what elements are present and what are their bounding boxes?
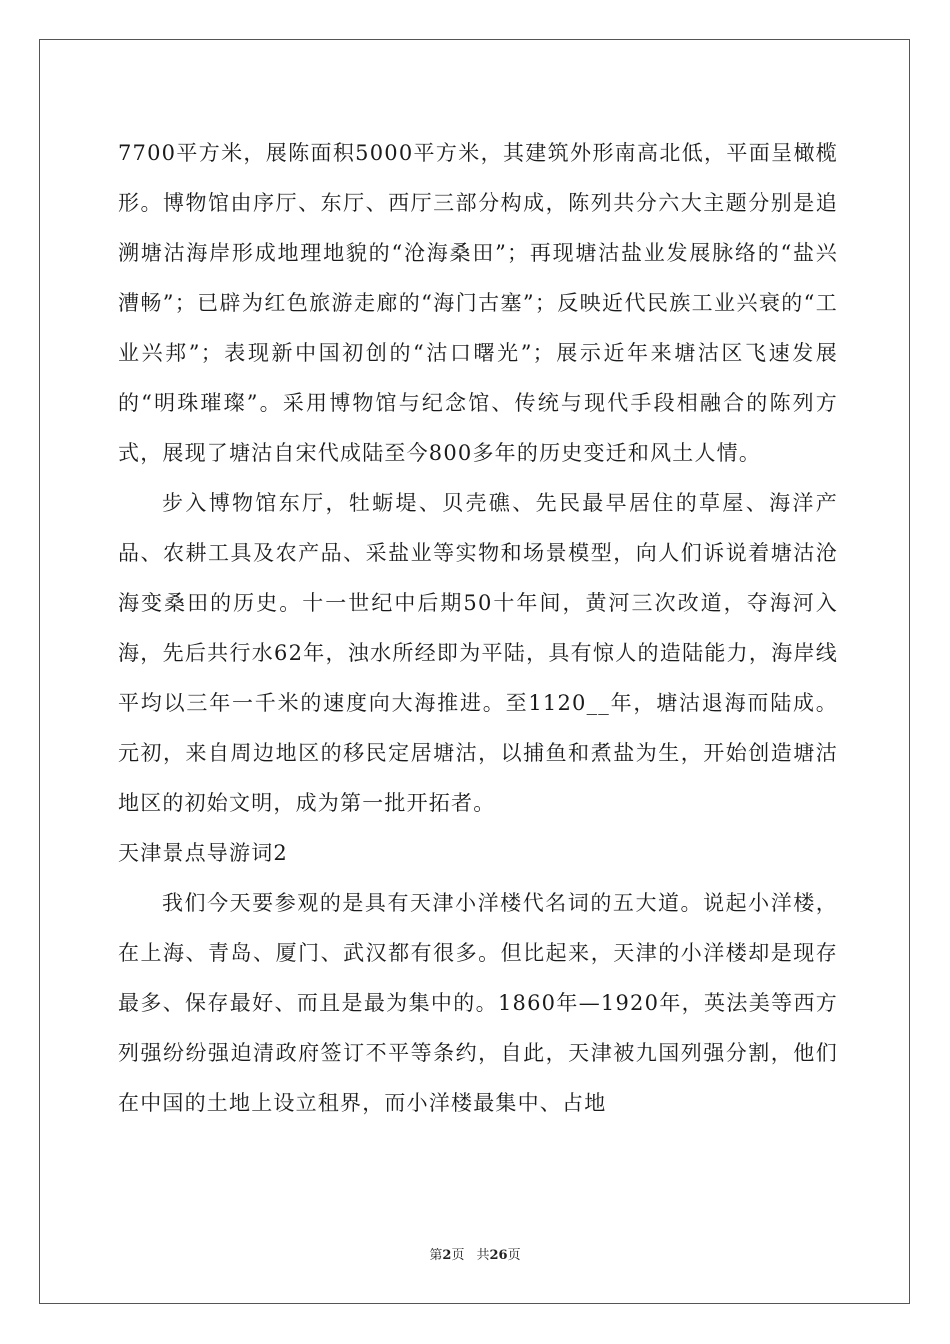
total-prefix: 共 <box>476 1248 490 1263</box>
page-suffix: 页 <box>451 1248 465 1263</box>
document-body <box>118 128 838 1128</box>
paragraph-five-avenues: 我们今天要参观的是具有天津小洋楼代名词的五大道。说起小洋楼，在上海、青岛、厦门、武汉都有很多。但比起来，天津的小洋楼却是现存最多、保存最好、而且是最为集中的。1860年—1920年，英法美等西方列强纷纷强迫清政府签订不平等条约，自此，天津被九国列强分割，他们在中国的土地上设立租界，而小洋楼最集中、占地 <box>118 891 838 1115</box>
page-footer <box>0 1244 950 1263</box>
section-title: 天津景点导游词2 <box>118 841 288 865</box>
paragraph-museum-overview: 7700平方米，展陈面积5000平方米，其建筑外形南高北低，平面呈橄榄形。博物馆由序厅、东厅、西厅三部分构成，陈列共分六大主题分别是追溯塘沽海岸形成地理地貌的“沧海桑田”；再现塘沽盐业发展脉络的“盐兴漕畅”；已辟为红色旅游走廊的“海门古塞”；反映近代民族工业兴衰的“工业兴邦”；表现新中国初创的“沽口曙光”；展示近年来塘沽区飞速发展的“明珠璀璨”。采用博物馆与纪念馆、传统与现代手段相融合的陈列方式，展现了塘沽自宋代成陆至今800多年的历史变迁和风土人情。 <box>118 141 838 465</box>
total-pages: 26 <box>489 1248 508 1263</box>
page-prefix: 第 <box>429 1248 443 1263</box>
paragraph-east-hall: 步入博物馆东厅，牡蛎堤、贝壳礁、先民最早居住的草屋、海洋产品、农耕工具及农产品、采盐业等实物和场景模型，向人们诉说着塘沽沧海变桑田的历史。十一世纪中后期50十年间，黄河三次改道，夺海河入海，先后共行水62年，浊水所经即为平陆，具有惊人的造陆能力，海岸线平均以三年一千米的速度向大海推进。至1120__年，塘沽退海而陆成。元初，来自周边地区的移民定居塘沽，以捕鱼和煮盐为生，开始创造塘沽地区的初始文明，成为第一批开拓者。 <box>118 491 838 815</box>
total-suffix: 页 <box>507 1248 521 1263</box>
page-number: 2 <box>442 1248 452 1263</box>
